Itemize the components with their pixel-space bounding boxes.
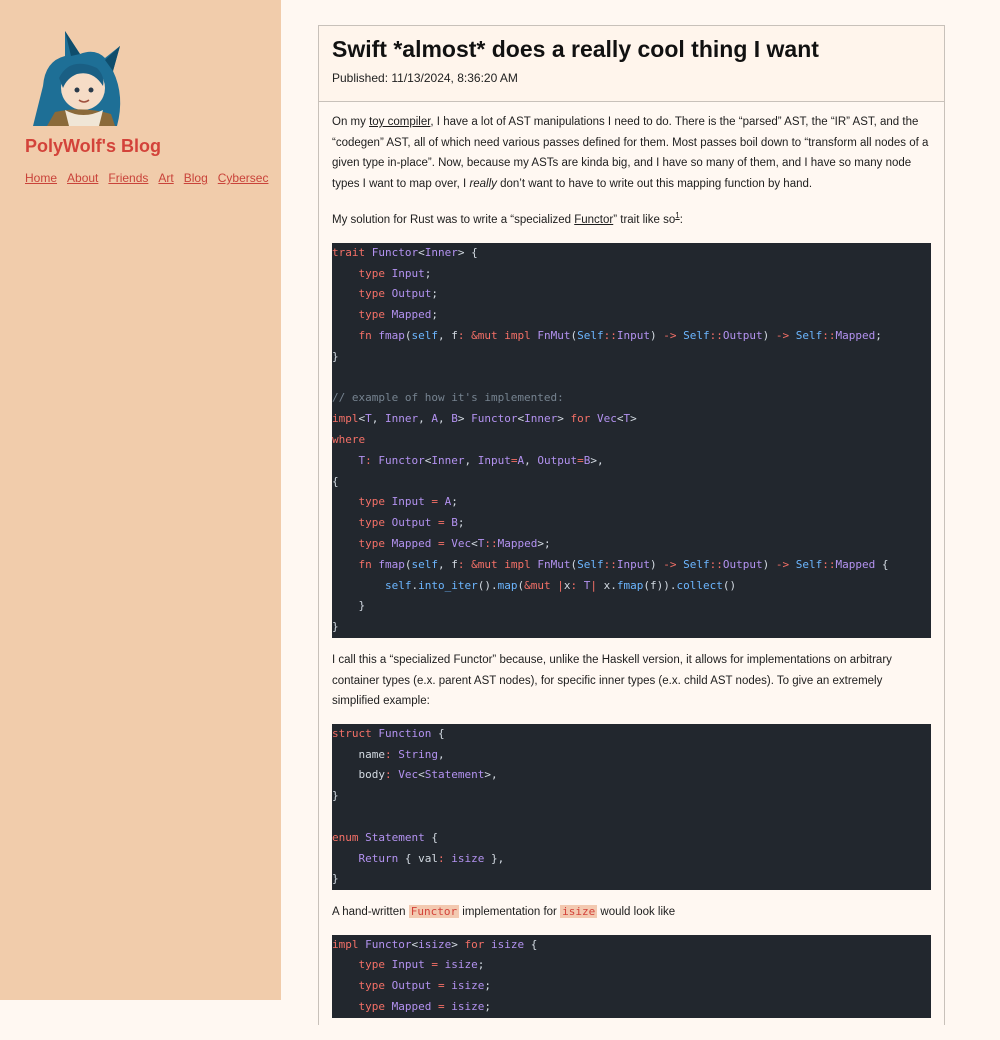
code-token: Mapped: [497, 536, 538, 550]
code-token: ;: [484, 1000, 491, 1014]
code-token: ;: [431, 308, 438, 322]
code-token: (: [570, 557, 578, 571]
code-token: for: [464, 937, 491, 951]
code-token: A: [444, 495, 452, 509]
text: implementation for: [459, 906, 561, 919]
code-token: type: [358, 516, 392, 530]
code-token: Vec: [596, 412, 617, 426]
code-token: ->: [775, 557, 796, 571]
code-line: [332, 617, 931, 638]
published-date: Published: 11/13/2024, 8:36:20 AM: [332, 71, 518, 85]
code-token: [332, 579, 385, 592]
code-token: ,: [464, 453, 478, 467]
code-line: [332, 596, 931, 617]
code-token: A: [517, 453, 525, 467]
code-token: , f: [438, 328, 458, 342]
code-token: , f: [438, 557, 458, 571]
code-token: into_iter: [418, 578, 478, 592]
code-line: [332, 997, 931, 1018]
code-token: <: [517, 412, 525, 426]
code-token: {: [424, 830, 438, 844]
code-line: [332, 451, 931, 472]
code-token: trait: [332, 245, 372, 259]
code-token: [332, 1000, 359, 1013]
code-token: type: [358, 287, 392, 301]
code-token: Mapped: [391, 1000, 432, 1014]
code-token: x: [563, 578, 571, 592]
inline-code-isize: isize: [562, 905, 596, 919]
code-token: ): [762, 557, 776, 571]
paragraph: I call this a “specialized Functor” because, unlike the Haskell version, it allows for implementations on arbitrary container types (e.x. parent AST nodes), for specific inner types (e.x. child AST nodes). To give an extremely simplified example:: [332, 653, 892, 708]
code-token: [332, 308, 359, 321]
text: My solution for Rust was to write a “specialized: [332, 214, 575, 227]
code-token: Functor: [378, 453, 425, 467]
code-token: =: [431, 536, 452, 550]
code-token: =: [424, 958, 445, 972]
code-token: [332, 287, 359, 300]
code-token: self: [384, 578, 412, 592]
code-line: [332, 555, 931, 576]
code-token: A: [431, 412, 438, 426]
code-token: type: [358, 536, 392, 550]
nav-art-link[interactable]: Art: [158, 171, 174, 185]
code-token: self: [411, 557, 438, 571]
code-line: [332, 388, 931, 409]
code-token: Mapped: [835, 328, 876, 342]
code-token: Output: [722, 328, 763, 342]
code-token: impl: [332, 937, 366, 951]
nav-home-link[interactable]: Home: [25, 171, 58, 185]
code-token: <: [471, 536, 478, 550]
code-token: [332, 958, 359, 971]
code-line: [332, 576, 931, 597]
code-token: [332, 495, 359, 508]
code-line: [332, 305, 931, 326]
code-token: Output: [722, 557, 763, 571]
code-line: [332, 935, 931, 956]
code-token: .: [411, 578, 419, 592]
code-token: fn: [358, 557, 379, 571]
code-token: isize: [490, 937, 525, 951]
code-token: :: [438, 851, 452, 865]
code-token: isize: [451, 979, 485, 993]
footnote-link[interactable]: 1: [675, 211, 680, 221]
code-token: (): [722, 578, 737, 592]
code-token: =: [431, 979, 452, 993]
nav-blog-link[interactable]: Blog: [183, 171, 208, 185]
code-token: > {: [457, 245, 478, 259]
code-token: Self: [683, 557, 710, 571]
code-token: Functor: [371, 245, 419, 259]
code-token: Functor: [471, 412, 518, 426]
code-token: (: [517, 578, 525, 592]
code-token: Functor: [365, 937, 412, 951]
code-token: =: [577, 453, 584, 467]
code-token: ::: [603, 328, 617, 342]
code-token: ;: [451, 495, 458, 509]
code-token: {: [524, 937, 538, 951]
code-token: [332, 329, 359, 342]
code-token: struct: [332, 726, 379, 740]
code-token: Mapped: [391, 536, 432, 550]
code-token: (: [404, 328, 412, 342]
code-token: Output: [391, 979, 432, 993]
code-token: ::: [484, 536, 498, 550]
code-token: [332, 537, 359, 550]
code-token: ().: [477, 578, 498, 592]
code-token: Output: [391, 287, 432, 301]
code-token: ): [762, 328, 776, 342]
code-token: for: [570, 412, 597, 426]
nav-cybersec-link[interactable]: Cybersec: [217, 171, 269, 185]
code-token: ::: [822, 328, 836, 342]
text: A hand-written: [332, 906, 409, 919]
code-token: Input: [391, 958, 425, 972]
code-token: body: [332, 768, 385, 782]
code-line: [332, 724, 931, 745]
code-line: [332, 976, 931, 997]
code-token: ;: [484, 979, 491, 993]
code-token: ::: [709, 557, 723, 571]
code-line: [332, 765, 931, 786]
code-token: isize: [451, 851, 485, 865]
code-line: [332, 368, 931, 389]
code-line: [332, 264, 931, 285]
avatar: [25, 26, 125, 126]
code-token: }: [332, 599, 366, 613]
code-line: [332, 284, 931, 305]
code-token: [332, 454, 359, 467]
code-token: Input: [477, 453, 511, 467]
code-token: :: [384, 768, 399, 782]
text: would look like: [597, 906, 676, 919]
code-line: [332, 492, 931, 513]
code-token: name: [332, 747, 385, 761]
code-token: ->: [663, 557, 684, 571]
code-token: ,: [418, 412, 432, 426]
code-token: }: [332, 620, 339, 634]
code-token: type: [358, 979, 392, 993]
code-token: [332, 516, 359, 529]
code-line: [332, 472, 931, 493]
code-token: <: [616, 412, 624, 426]
code-token: x.: [596, 578, 617, 592]
code-token: isize: [444, 958, 478, 972]
code-token: isize: [451, 1000, 485, 1014]
code-token: Output: [537, 453, 578, 467]
code-token: Output: [391, 516, 432, 530]
code-token: },: [484, 851, 505, 865]
post-container: [318, 25, 945, 1025]
code-token: {: [332, 474, 339, 488]
code-token: fn: [358, 328, 379, 342]
code-token: ::: [709, 328, 723, 342]
code-line: [332, 243, 931, 264]
code-token: Self: [577, 328, 604, 342]
code-token: Vec: [451, 536, 472, 550]
code-token: T: [477, 536, 485, 550]
code-line: [332, 409, 931, 430]
code-token: {: [431, 726, 445, 740]
code-token: }: [332, 872, 339, 886]
code-token: Self: [795, 557, 823, 571]
code-token: ::: [603, 557, 617, 571]
code-token: :: [384, 747, 399, 761]
code-token: Self: [577, 557, 604, 571]
site-nav: [25, 171, 281, 185]
code-token: =: [431, 516, 452, 530]
code-token: ;: [477, 958, 485, 972]
code-line: [332, 745, 931, 766]
code-token: T: [358, 453, 366, 467]
code-token: <: [358, 412, 366, 426]
code-token: FnMut: [537, 557, 571, 571]
code-token: Input: [616, 557, 650, 571]
code-token: : &mut impl: [457, 557, 538, 571]
toy-compiler-link[interactable]: toy compiler: [369, 116, 431, 128]
code-token: ->: [663, 328, 684, 342]
code-token: Input: [391, 266, 425, 280]
code-token: }: [332, 349, 339, 363]
post-content: [319, 102, 944, 1040]
code-token: ,: [524, 453, 538, 467]
code-token: ;: [457, 516, 465, 530]
code-token: :: [365, 453, 379, 467]
nav-about-link[interactable]: About: [67, 171, 99, 185]
code-token: : &mut impl: [457, 328, 538, 342]
post-header: [319, 26, 944, 102]
code-token: >: [557, 412, 571, 426]
code-token: <: [418, 768, 425, 782]
site-title[interactable]: PolyWolf's Blog: [25, 136, 161, 156]
functor-link[interactable]: Functor: [574, 214, 614, 227]
code-token: { val: [398, 851, 438, 865]
code-token: fmap: [378, 557, 405, 571]
text: ” trait like so: [613, 214, 676, 227]
code-token: Statement: [424, 768, 485, 782]
code-token: Self: [683, 328, 710, 342]
code-token: T: [583, 578, 591, 592]
code-token: ::: [822, 557, 836, 571]
code-token: type: [358, 1000, 392, 1014]
code-line: [332, 534, 931, 555]
code-token: type: [358, 266, 392, 280]
code-token: impl: [332, 412, 359, 426]
code-line: [332, 347, 931, 368]
code-token: =: [424, 495, 445, 509]
code-token: {: [875, 557, 889, 571]
nav-friends-link[interactable]: Friends: [108, 171, 149, 185]
code-token: Return: [358, 851, 399, 865]
code-token: Input: [616, 328, 650, 342]
code-token: (f)).: [643, 578, 677, 592]
code-token: Mapped: [835, 557, 876, 571]
code-token: ;: [431, 287, 438, 301]
code-line: [332, 326, 931, 347]
code-token: isize: [418, 937, 452, 951]
code-token: Inner: [524, 412, 558, 426]
code-token: ->: [775, 328, 796, 342]
code-token: self: [411, 328, 438, 342]
code-token: collect: [676, 578, 723, 592]
code-line: [332, 786, 931, 807]
code-block-ast-example: [332, 724, 931, 890]
code-token: ;: [424, 266, 432, 280]
code-token: // example of how it's implemented:: [332, 391, 564, 405]
text: On my: [332, 116, 370, 128]
code-token: &mut |: [524, 578, 564, 592]
code-token: Vec: [398, 768, 419, 782]
code-token: [332, 852, 359, 865]
text: don’t want to have to write out this mapping function by hand.: [496, 177, 813, 190]
code-token: B: [451, 516, 458, 530]
code-token: (: [570, 328, 578, 342]
code-token: map: [497, 578, 518, 592]
code-token: ,: [437, 747, 445, 761]
code-block-isize-impl: [332, 935, 931, 1018]
text: :: [679, 214, 683, 227]
code-token: ): [649, 328, 664, 342]
code-token: B: [583, 453, 591, 467]
code-block-functor-trait: [332, 243, 931, 638]
code-token: T: [623, 412, 631, 426]
code-token: Function: [378, 726, 432, 740]
code-token: type: [358, 308, 392, 322]
code-line: [332, 955, 931, 976]
code-token: Mapped: [391, 308, 432, 322]
code-token: type: [358, 958, 392, 972]
code-token: >: [451, 937, 465, 951]
code-line: [332, 869, 931, 890]
code-token: String: [398, 747, 438, 761]
code-line: [332, 513, 931, 534]
code-token: [332, 267, 359, 280]
code-token: =: [510, 453, 518, 467]
code-line: [332, 430, 931, 451]
code-token: B: [451, 412, 458, 426]
code-token: T: [365, 412, 372, 426]
code-token: :: [570, 578, 584, 592]
code-line: [332, 849, 931, 870]
code-token: type: [358, 495, 392, 509]
code-token: fmap: [616, 578, 644, 592]
inline-code-functor: Functor: [410, 905, 458, 919]
code-token: Statement: [365, 830, 425, 844]
code-token: where: [332, 432, 366, 446]
code-token: <: [418, 245, 425, 259]
code-token: Self: [795, 328, 823, 342]
post-title: Swift *almost* does a really cool thing I want: [332, 36, 819, 62]
code-token: [332, 979, 359, 992]
code-token: ,: [438, 412, 452, 426]
code-token: =: [431, 1000, 452, 1014]
code-token: (: [404, 557, 412, 571]
code-token: Inner: [424, 245, 458, 259]
code-token: >: [630, 412, 637, 426]
code-line: [332, 828, 931, 849]
code-token: enum: [332, 830, 366, 844]
code-token: ): [649, 557, 664, 571]
code-token: fmap: [378, 328, 405, 342]
code-token: Input: [391, 495, 425, 509]
code-token: >,: [484, 768, 498, 782]
paragraph: [332, 902, 931, 923]
code-token: <: [411, 937, 419, 951]
code-token: ;: [875, 328, 882, 342]
code-token: >,: [590, 453, 604, 467]
code-token: <: [424, 453, 432, 467]
code-token: ,: [371, 412, 385, 426]
code-token: FnMut: [537, 328, 571, 342]
code-token: Inner: [385, 412, 419, 426]
paragraph: [332, 112, 931, 194]
emphasis: really: [469, 177, 497, 190]
code-token: }: [332, 789, 339, 803]
code-token: [332, 558, 359, 571]
text: , I have a lot of AST manipulations I need to do. There is the “parsed” AST, the “IR” AST, and the “codegen” AST, all of which need various passes defined for them. Most passes boil down to “transform all nodes of a given type in-place”. Now, because my ASTs are kinda big, and I have so many of them, and I have so many node types I want to map over, I: [332, 116, 929, 190]
sidebar: [0, 0, 281, 1000]
code-token: >;: [537, 536, 551, 550]
code-line: [332, 807, 931, 828]
code-token: Inner: [431, 453, 465, 467]
code-token: >: [457, 412, 472, 426]
paragraph: [332, 206, 931, 230]
code-token: |: [590, 578, 597, 592]
